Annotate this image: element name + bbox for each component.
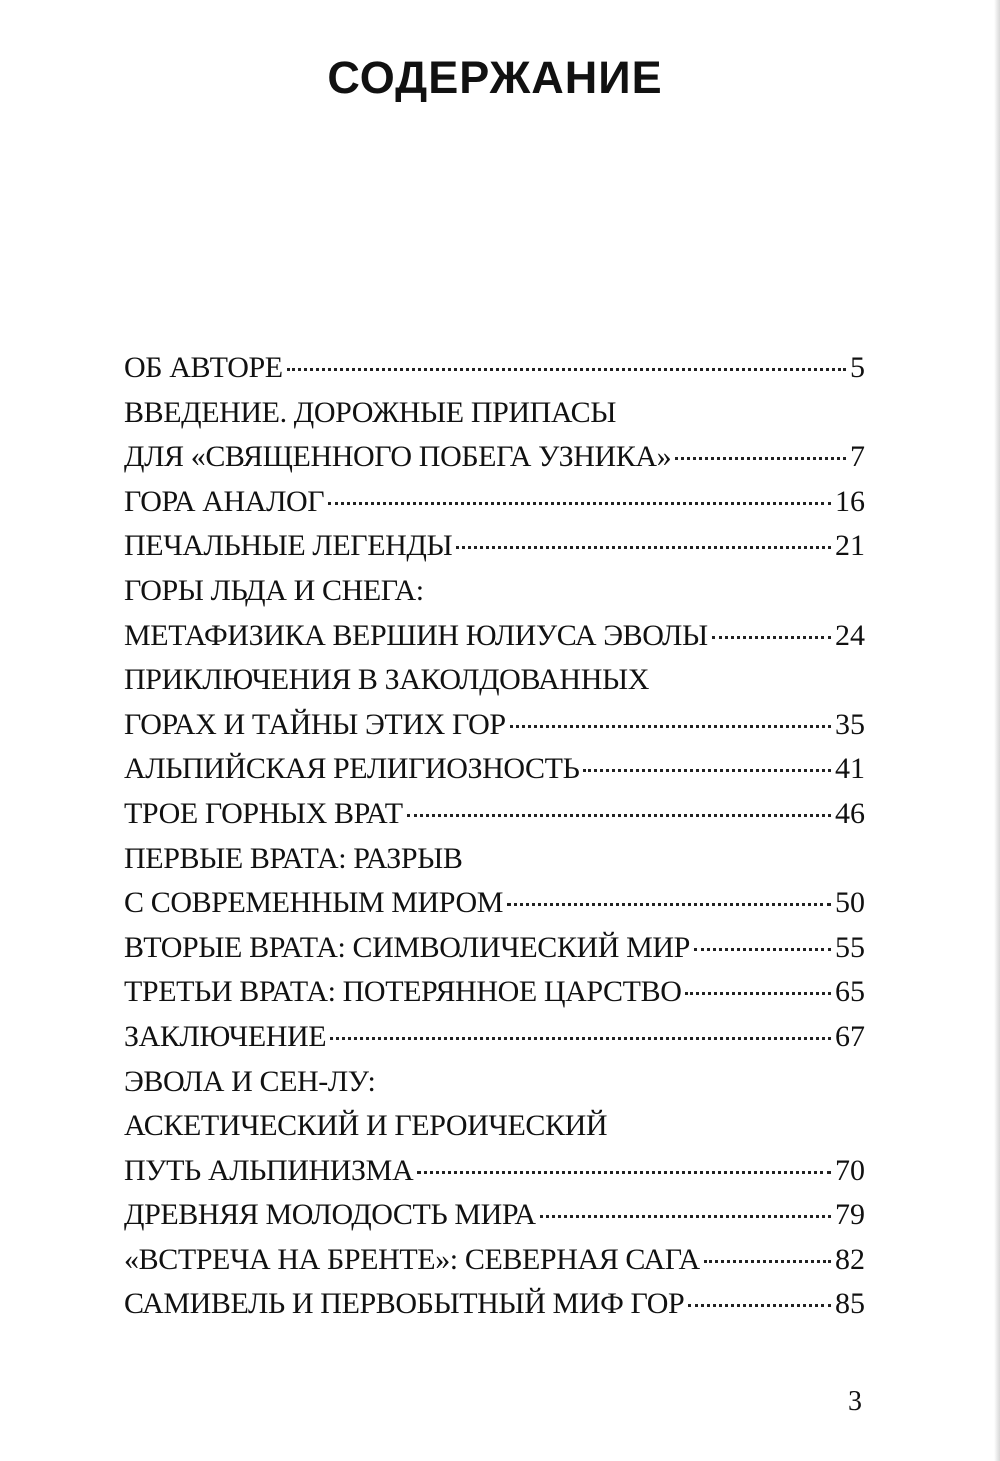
toc-entry: [124, 391, 865, 436]
toc-dot-leader: [330, 1037, 831, 1040]
toc-entry: [124, 881, 865, 926]
toc-entry-page: 85: [835, 1287, 865, 1321]
toc-entry-title: АЛЬПИЙСКАЯ РЕЛИГИОЗНОСТЬ: [124, 752, 580, 786]
toc-entry-page: 70: [835, 1153, 865, 1187]
toc-entry-page: 16: [835, 484, 865, 518]
toc-entry: [124, 926, 865, 971]
toc-entry-title: ГОРЫ ЛЬДА И СНЕГА:: [124, 573, 424, 607]
toc-dot-leader: [456, 546, 831, 549]
toc-entry: [124, 524, 865, 569]
toc-entry: [124, 837, 865, 882]
toc-entry-title: ПЕЧАЛЬНЫЕ ЛЕГЕНДЫ: [124, 529, 453, 563]
toc-entry-title: ВТОРЫЕ ВРАТА: СИМВОЛИЧЕСКИЙ МИР: [124, 930, 690, 964]
toc-dot-leader: [704, 1260, 831, 1263]
toc-dot-leader: [685, 992, 831, 995]
toc-entry: [124, 480, 865, 525]
toc-entry-page: 41: [835, 752, 865, 786]
toc-entry-title: МЕТАФИЗИКА ВЕРШИН ЮЛИУСА ЭВОЛЫ: [124, 618, 708, 652]
toc-entry: [124, 970, 865, 1015]
toc-dot-leader: [507, 903, 831, 906]
toc-dot-leader: [287, 368, 846, 371]
toc-entry-title: ДЛЯ «СВЯЩЕННОГО ПОБЕГА УЗНИКА»: [124, 440, 672, 474]
toc-entry-title: ЗАКЛЮЧЕНИЕ: [124, 1019, 327, 1053]
toc-entry: [124, 614, 865, 659]
toc-entry: [124, 792, 865, 837]
page-number: 3: [848, 1386, 862, 1417]
toc-entry-title: ДРЕВНЯЯ МОЛОДОСТЬ МИРА: [124, 1198, 536, 1232]
toc-entry: [124, 569, 865, 614]
toc-entry: [124, 1149, 865, 1194]
toc-entry-page: 65: [835, 975, 865, 1009]
toc-dot-leader: [675, 457, 846, 460]
toc-entry-title: ОБ АВТОРЕ: [124, 351, 283, 384]
toc-dot-leader: [712, 636, 831, 639]
page-title: СОДЕРЖАНИЕ: [327, 52, 663, 103]
toc-dot-leader: [583, 769, 831, 772]
page-edge-shadow: [994, 0, 1000, 1461]
toc-entry-title: САМИВЕЛЬ И ПЕРВОБЫТНЫЙ МИФ ГОР: [124, 1287, 685, 1321]
toc-entry-title: ТРЕТЬИ ВРАТА: ПОТЕРЯННОЕ ЦАРСТВО: [124, 975, 682, 1009]
toc-entry: [124, 1104, 865, 1149]
toc-dot-leader: [407, 814, 831, 817]
toc-entry-title: ГОРА АНАЛОГ: [124, 484, 325, 518]
toc-entry-title: ПРИКЛЮЧЕНИЯ В ЗАКОЛДОВАННЫХ: [124, 663, 649, 697]
toc-entry: [124, 1193, 865, 1238]
toc-entry-page: 67: [835, 1019, 865, 1053]
toc-entry-title: ПЕРВЫЕ ВРАТА: РАЗРЫВ: [124, 841, 463, 875]
toc-entry: [124, 1282, 865, 1327]
toc-entry: [124, 747, 865, 792]
toc-entry-title: «ВСТРЕЧА НА БРЕНТЕ»: СЕВЕРНАЯ САГА: [124, 1242, 700, 1276]
toc-entry-title: ПУТЬ АЛЬПИНИЗМА: [124, 1153, 414, 1187]
toc-entry-page: 46: [835, 796, 865, 830]
toc-entry: [124, 346, 865, 391]
toc-entry-page: 50: [835, 886, 865, 920]
toc-dot-leader: [510, 725, 831, 728]
toc-entry: [124, 435, 865, 480]
toc-dot-leader: [540, 1215, 831, 1218]
toc-entry-page: 24: [835, 618, 865, 652]
toc-dot-leader: [688, 1304, 831, 1307]
toc-entry: [124, 1015, 865, 1060]
toc-entry-title: ВВЕДЕНИЕ. ДОРОЖНЫЕ ПРИПАСЫ: [124, 395, 617, 429]
toc-dot-leader: [417, 1171, 831, 1174]
toc-entry-page: 7: [850, 440, 865, 474]
toc-entry-page: 79: [835, 1198, 865, 1232]
toc-entry: [124, 1060, 865, 1105]
toc-dot-leader: [694, 948, 831, 951]
toc-entry-page: 55: [835, 930, 865, 964]
toc-entry-title: ЭВОЛА И СЕН-ЛУ:: [124, 1064, 376, 1098]
toc-entry: [124, 703, 865, 748]
toc-dot-leader: [328, 502, 831, 505]
toc-entry-title: С СОВРЕМЕННЫМ МИРОМ: [124, 886, 504, 920]
toc-entry-page: 82: [835, 1242, 865, 1276]
toc-entry: [124, 658, 865, 703]
table-of-contents: [124, 346, 865, 1327]
toc-entry-title: АСКЕТИЧЕСКИЙ И ГЕРОИЧЕСКИЙ: [124, 1109, 608, 1143]
toc-entry-page: 35: [835, 707, 865, 741]
toc-entry: [124, 1238, 865, 1283]
toc-entry-page: 5: [850, 351, 865, 384]
toc-entry-page: 21: [835, 529, 865, 563]
toc-entry-title: ГОРАХ И ТАЙНЫ ЭТИХ ГОР: [124, 707, 506, 741]
toc-entry-title: ТРОЕ ГОРНЫХ ВРАТ: [124, 796, 403, 830]
